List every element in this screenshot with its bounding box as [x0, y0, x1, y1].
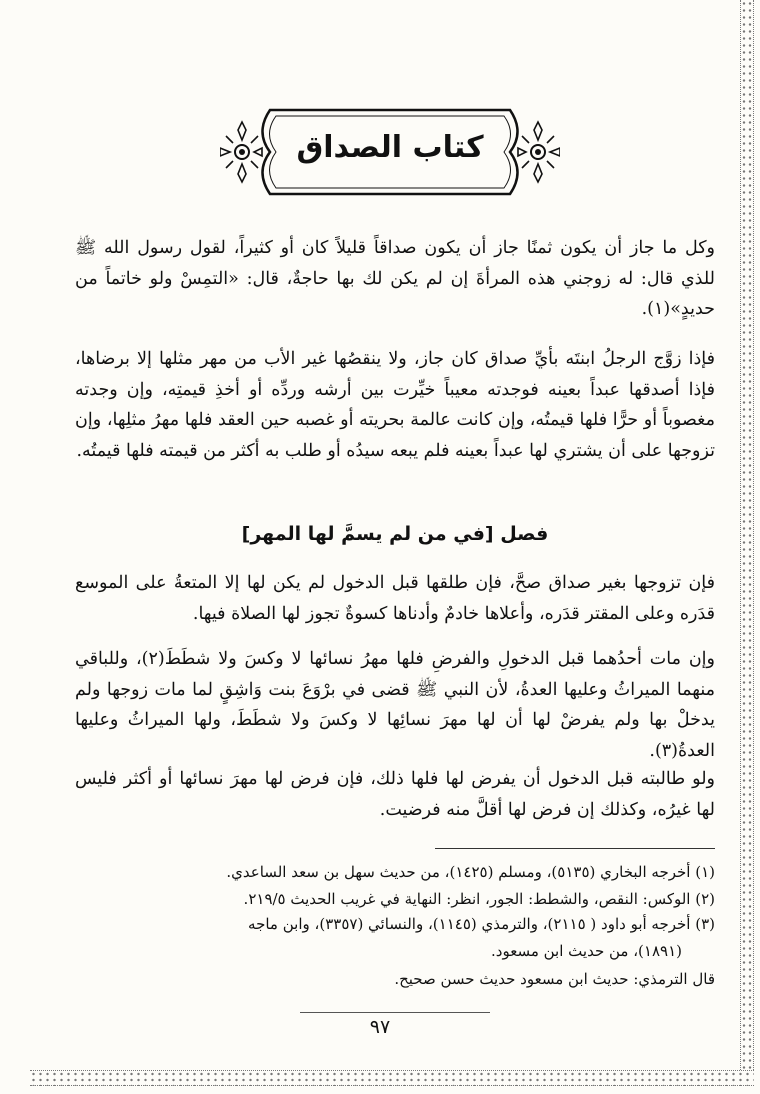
- title-banner: [220, 102, 560, 202]
- decorative-border-right: [740, 0, 754, 1070]
- paragraph-4: وإن مات أحدُهما قبل الدخولِ والفرضِ فلها مهرُ نسائها لا وكسَ ولا شطَطَ(٢)، وللباقي منهما الميراثُ وعليها العدةُ، لأن النبي ﷺ قضى في برْوَعَ بنت وَاشِقٍ لما مات زوجها ولم يدخلْ بها ولم يفرضْ لها أن لها مهرَ نسائِها لا وكسَ ولا شطَطَ، ولها الميراثُ وعليها العدةُ(٣).: [75, 649, 715, 761]
- page-number: ٩٧: [369, 1016, 391, 1038]
- footnote-2: (٢) الوكس: النقص، والشطط: الجور، انظر: النهاية في غريب الحديث ٢١٩/٥.: [243, 890, 715, 908]
- paragraph-2: فإذا زوَّج الرجلُ ابنتَه بأيِّ صداق كان جاز، ولا ينقصُها غير الأب من مهر مثلها إلا برضاها، فإذا أصدقها عبداً بعينه فوجدته معيباً خيِّرت بين أرشه وردِّه أو أخذِ قيمتِه، وإن وجدته مغصوباً أو حرًّا فلها قيمتُه، وإن كانت عالمة بحريته أو غصبه حين العقد فلها مهرُ مثلِها، وإن تزوجها على أن يشتري لها عبداً بعينه فلم يبعه سيدُه أو طلب به أكثر من قيمته فلها قيمتُه.: [75, 349, 715, 461]
- page-number-rule: [300, 1012, 490, 1013]
- decorative-border-bottom: [30, 1070, 754, 1086]
- paragraph-3: فإن تزوجها بغير صداق صحَّ، فإن طلقها قبل الدخول لم يكن لها إلا المتعةُ على الموسع قدَره وعلى المقتر قدَره، وأعلاها خادمٌ وأدناها كسوةٌ تجوز لها الصلاة فيها.: [75, 573, 715, 624]
- footnote-1: (١) أخرجه البخاري (٥١٣٥)، ومسلم (١٤٢٥)، من حديث سهل بن سعد الساعدي.: [226, 863, 715, 881]
- paragraph-1: وكل ما جاز أن يكون ثمنًا جاز أن يكون صداقاً قليلاً كان أو كثيراً، لقول رسول الله ﷺ للذي قال: له زوجني هذه المرأةَ إن لم يكن لك بها حاجةٌ، قال: «التمِسْ ولو خاتماً من حديدٍ»(١).: [75, 238, 715, 319]
- footnote-3: (٣) أخرجه أبو داود ( ٢١١٥)، والترمذي (١١٤٥)، والنسائي (٣٣٥٧)، وابن ماجه: [248, 915, 715, 933]
- section-heading: فصل [في من لم يسمَّ لها المهر]: [241, 523, 549, 545]
- footnote-divider: [435, 848, 715, 849]
- chapter-title: كتاب الصداق: [296, 130, 484, 165]
- paragraph-5: ولو طالبته قبل الدخول أن يفرض لها فلها ذلك، فإن فرض لها مهرَ نسائها أو أكثر فليس لها غيرُه، وكذلك إن فرض لها أقلَّ منه فرضيت.: [75, 769, 715, 820]
- footnote-3-continuation: (١٨٩١)، من حديث ابن مسعود.: [491, 942, 682, 960]
- footnote-4: قال الترمذي: حديث ابن مسعود حديث حسن صحيح.: [394, 970, 715, 988]
